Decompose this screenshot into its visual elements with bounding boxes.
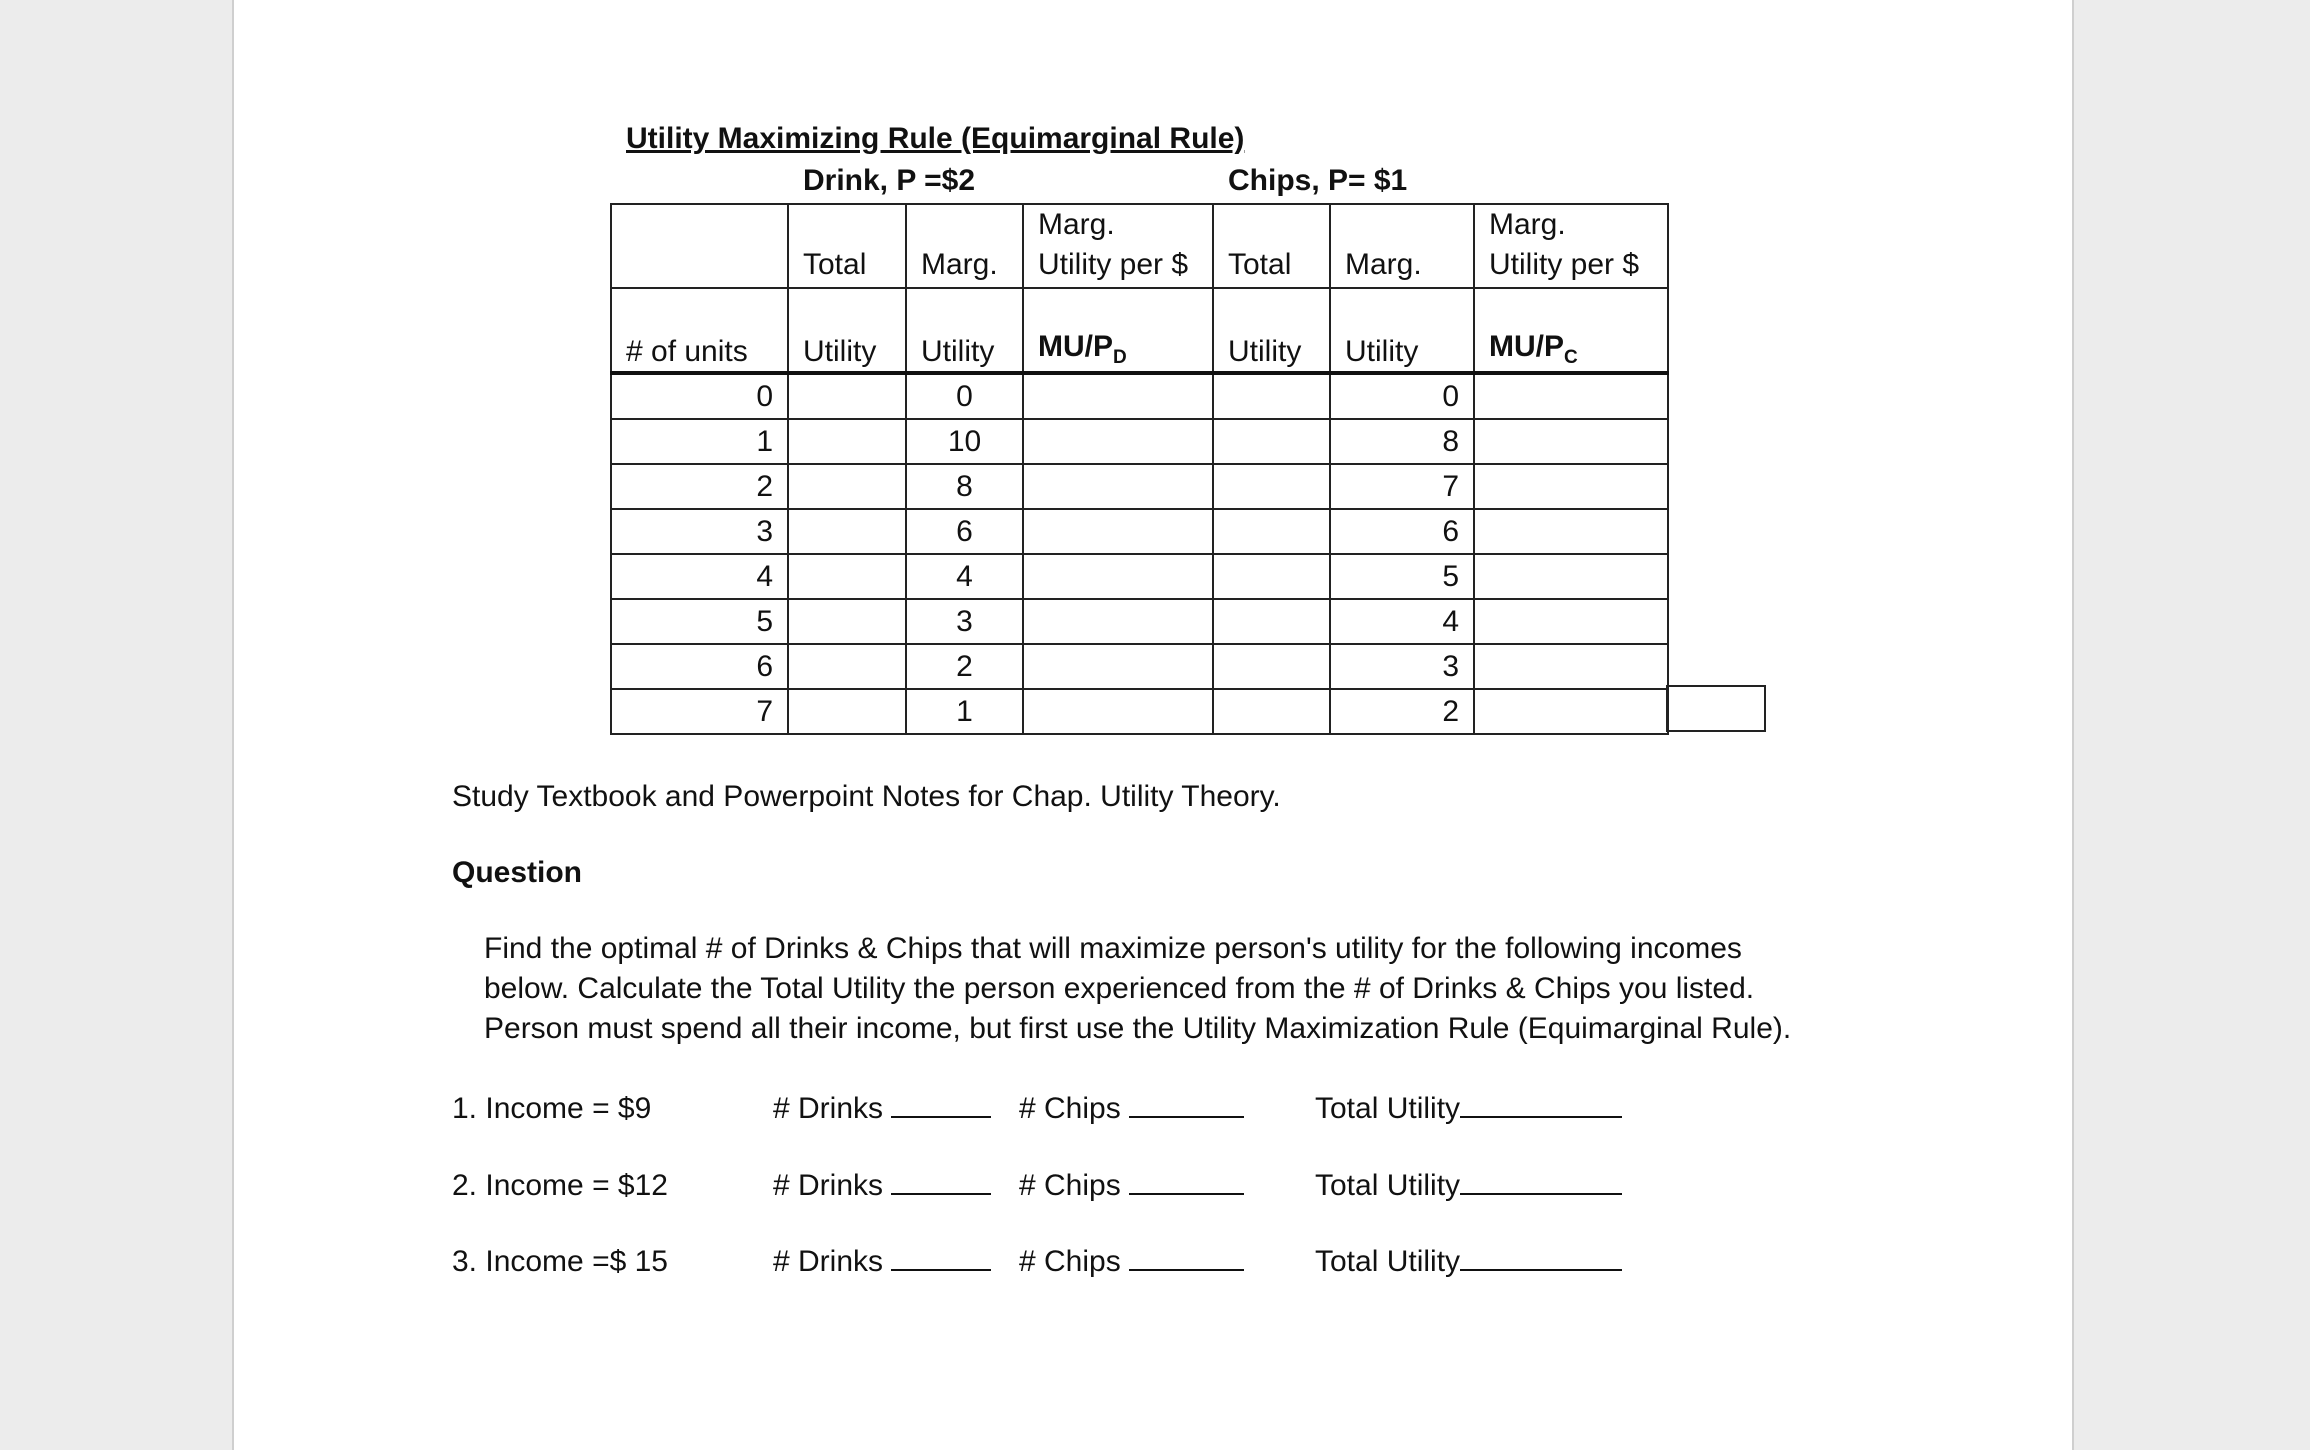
drink-total-utility-cell[interactable] — [788, 509, 906, 554]
header-cell — [611, 204, 788, 288]
total-utility-blank[interactable] — [1460, 1243, 1622, 1271]
drink-marg-utility-cell: 0 — [906, 373, 1023, 419]
header-drink-total-utility: Utility — [788, 288, 906, 373]
utility-table — [610, 203, 1669, 735]
drink-total-utility-cell[interactable] — [788, 419, 906, 464]
chips-mu-per-dollar-cell[interactable] — [1474, 509, 1668, 554]
drink-mu-per-dollar-cell[interactable] — [1023, 644, 1213, 689]
chips-total-utility-cell[interactable] — [1213, 373, 1330, 419]
chips-price-header: Chips, P= $1 — [1228, 164, 1408, 197]
drink-mu-per-dollar-cell[interactable] — [1023, 509, 1213, 554]
header-chips-marg: Marg. — [1330, 204, 1474, 288]
drink-mu-per-dollar-cell[interactable] — [1023, 689, 1213, 734]
chips-mu-per-dollar-cell[interactable] — [1474, 644, 1668, 689]
header-row-1 — [611, 204, 1668, 288]
chips-marg-utility-cell: 0 — [1330, 373, 1474, 419]
total-utility-blank[interactable] — [1460, 1090, 1622, 1118]
drinks-answer — [773, 1165, 991, 1206]
drinks-answer — [773, 1241, 991, 1282]
table-title: Utility Maximizing Rule (Equimarginal Rule) — [626, 122, 1245, 155]
drink-total-utility-cell[interactable] — [788, 689, 906, 734]
table-row — [611, 373, 1668, 419]
header-drink-total: Total — [788, 204, 906, 288]
mu-p-subscript: C — [1564, 347, 1578, 368]
total-utility-answer — [1315, 1088, 1622, 1129]
header-chips-total: Total — [1213, 204, 1330, 288]
chips-total-utility-cell[interactable] — [1213, 599, 1330, 644]
drinks-label: # Drinks — [773, 1245, 884, 1278]
header-drink-marg: Marg. — [906, 204, 1023, 288]
units-cell: 0 — [611, 373, 788, 419]
drink-total-utility-cell[interactable] — [788, 599, 906, 644]
table-row — [611, 689, 1668, 734]
chips-mu-per-dollar-cell[interactable] — [1474, 464, 1668, 509]
chips-total-utility-cell[interactable] — [1213, 644, 1330, 689]
chips-marg-utility-cell: 6 — [1330, 509, 1474, 554]
question-line: Find the optimal # of Drinks & Chips that will maximize person's utility for the following incomes — [484, 932, 1742, 965]
chips-total-utility-cell[interactable] — [1213, 419, 1330, 464]
drink-mu-per-dollar-cell[interactable] — [1023, 599, 1213, 644]
drink-price-header: Drink, P =$2 — [803, 164, 976, 197]
chips-mu-per-dollar-cell[interactable] — [1474, 689, 1668, 734]
chips-mu-per-dollar-cell[interactable] — [1474, 554, 1668, 599]
units-cell: 4 — [611, 554, 788, 599]
drink-total-utility-cell[interactable] — [788, 464, 906, 509]
question-heading: Question — [452, 856, 583, 889]
header-chips-total-utility: Utility — [1213, 288, 1330, 373]
chips-answer — [1019, 1165, 1244, 1206]
header-chips-mu-pc — [1474, 288, 1668, 373]
total-utility-answer — [1315, 1241, 1622, 1282]
drink-marg-utility-cell: 1 — [906, 689, 1023, 734]
chips-marg-utility-cell: 5 — [1330, 554, 1474, 599]
header-row-2 — [611, 288, 1668, 373]
study-note: Study Textbook and Powerpoint Notes for Chap. Utility Theory. — [452, 780, 1281, 813]
header-chips-mu-per-dollar: Marg. Utility per $ — [1474, 204, 1668, 288]
table-row — [611, 644, 1668, 689]
total-utility-label: Total Utility — [1315, 1169, 1461, 1202]
units-cell: 1 — [611, 419, 788, 464]
header-drink-marg-utility: Utility — [906, 288, 1023, 373]
total-utility-blank[interactable] — [1460, 1167, 1622, 1195]
question-line: below. Calculate the Total Utility the person experienced from the # of Drinks & Chips you listed. — [484, 972, 1755, 1005]
table-row — [611, 509, 1668, 554]
chips-mu-per-dollar-cell[interactable] — [1474, 373, 1668, 419]
drink-mu-per-dollar-cell[interactable] — [1023, 419, 1213, 464]
drinks-label: # Drinks — [773, 1169, 884, 1202]
chips-marg-utility-cell: 4 — [1330, 599, 1474, 644]
income-label: 1. Income = $9 — [452, 1092, 652, 1125]
mu-p-label: MU/P — [1489, 330, 1564, 363]
chips-total-utility-cell[interactable] — [1213, 689, 1330, 734]
drink-marg-utility-cell: 2 — [906, 644, 1023, 689]
total-utility-label: Total Utility — [1315, 1245, 1461, 1278]
question-line: Person must spend all their income, but first use the Utility Maximization Rule (Equimarginal Rule). — [484, 1012, 1792, 1045]
drink-total-utility-cell[interactable] — [788, 554, 906, 599]
chips-answer — [1019, 1241, 1244, 1282]
drink-marg-utility-cell: 8 — [906, 464, 1023, 509]
total-utility-label: Total Utility — [1315, 1092, 1461, 1125]
drink-mu-per-dollar-cell[interactable] — [1023, 373, 1213, 419]
mu-p-label: MU/P — [1038, 330, 1113, 363]
chips-blank[interactable] — [1129, 1090, 1244, 1118]
units-cell: 5 — [611, 599, 788, 644]
chips-total-utility-cell[interactable] — [1213, 554, 1330, 599]
drink-total-utility-cell[interactable] — [788, 644, 906, 689]
table-row — [611, 554, 1668, 599]
header-units: # of units — [611, 288, 788, 373]
units-cell: 7 — [611, 689, 788, 734]
header-drink-mu-pd — [1023, 288, 1213, 373]
drink-marg-utility-cell: 4 — [906, 554, 1023, 599]
drink-mu-per-dollar-cell[interactable] — [1023, 464, 1213, 509]
chips-label: # Chips — [1019, 1092, 1121, 1125]
drinks-answer — [773, 1088, 991, 1129]
drink-total-utility-cell[interactable] — [788, 373, 906, 419]
income-label: 3. Income =$ 15 — [452, 1245, 668, 1278]
chips-marg-utility-cell: 2 — [1330, 689, 1474, 734]
drink-marg-utility-cell: 6 — [906, 509, 1023, 554]
units-cell: 2 — [611, 464, 788, 509]
document-page — [232, 0, 2074, 1450]
total-utility-answer — [1315, 1165, 1622, 1206]
drink-marg-utility-cell: 3 — [906, 599, 1023, 644]
table-row — [611, 599, 1668, 644]
mu-p-subscript: D — [1113, 347, 1127, 368]
extra-cell — [1666, 685, 1766, 732]
chips-mu-per-dollar-cell[interactable] — [1474, 419, 1668, 464]
units-cell: 3 — [611, 509, 788, 554]
chips-label: # Chips — [1019, 1169, 1121, 1202]
units-cell: 6 — [611, 644, 788, 689]
drinks-blank[interactable] — [891, 1090, 991, 1118]
chips-answer — [1019, 1088, 1244, 1129]
drinks-blank[interactable] — [891, 1243, 991, 1271]
table-row — [611, 464, 1668, 509]
header-drink-mu-per-dollar: Marg. Utility per $ — [1023, 204, 1213, 288]
drinks-label: # Drinks — [773, 1092, 884, 1125]
chips-total-utility-cell[interactable] — [1213, 509, 1330, 554]
chips-marg-utility-cell: 7 — [1330, 464, 1474, 509]
income-label: 2. Income = $12 — [452, 1169, 668, 1202]
drink-mu-per-dollar-cell[interactable] — [1023, 554, 1213, 599]
header-chips-marg-utility: Utility — [1330, 288, 1474, 373]
drink-marg-utility-cell: 10 — [906, 419, 1023, 464]
table-body — [611, 373, 1668, 734]
chips-label: # Chips — [1019, 1245, 1121, 1278]
drinks-blank[interactable] — [891, 1167, 991, 1195]
chips-mu-per-dollar-cell[interactable] — [1474, 599, 1668, 644]
chips-blank[interactable] — [1129, 1167, 1244, 1195]
chips-blank[interactable] — [1129, 1243, 1244, 1271]
table-row — [611, 419, 1668, 464]
chips-marg-utility-cell: 8 — [1330, 419, 1474, 464]
chips-marg-utility-cell: 3 — [1330, 644, 1474, 689]
chips-total-utility-cell[interactable] — [1213, 464, 1330, 509]
